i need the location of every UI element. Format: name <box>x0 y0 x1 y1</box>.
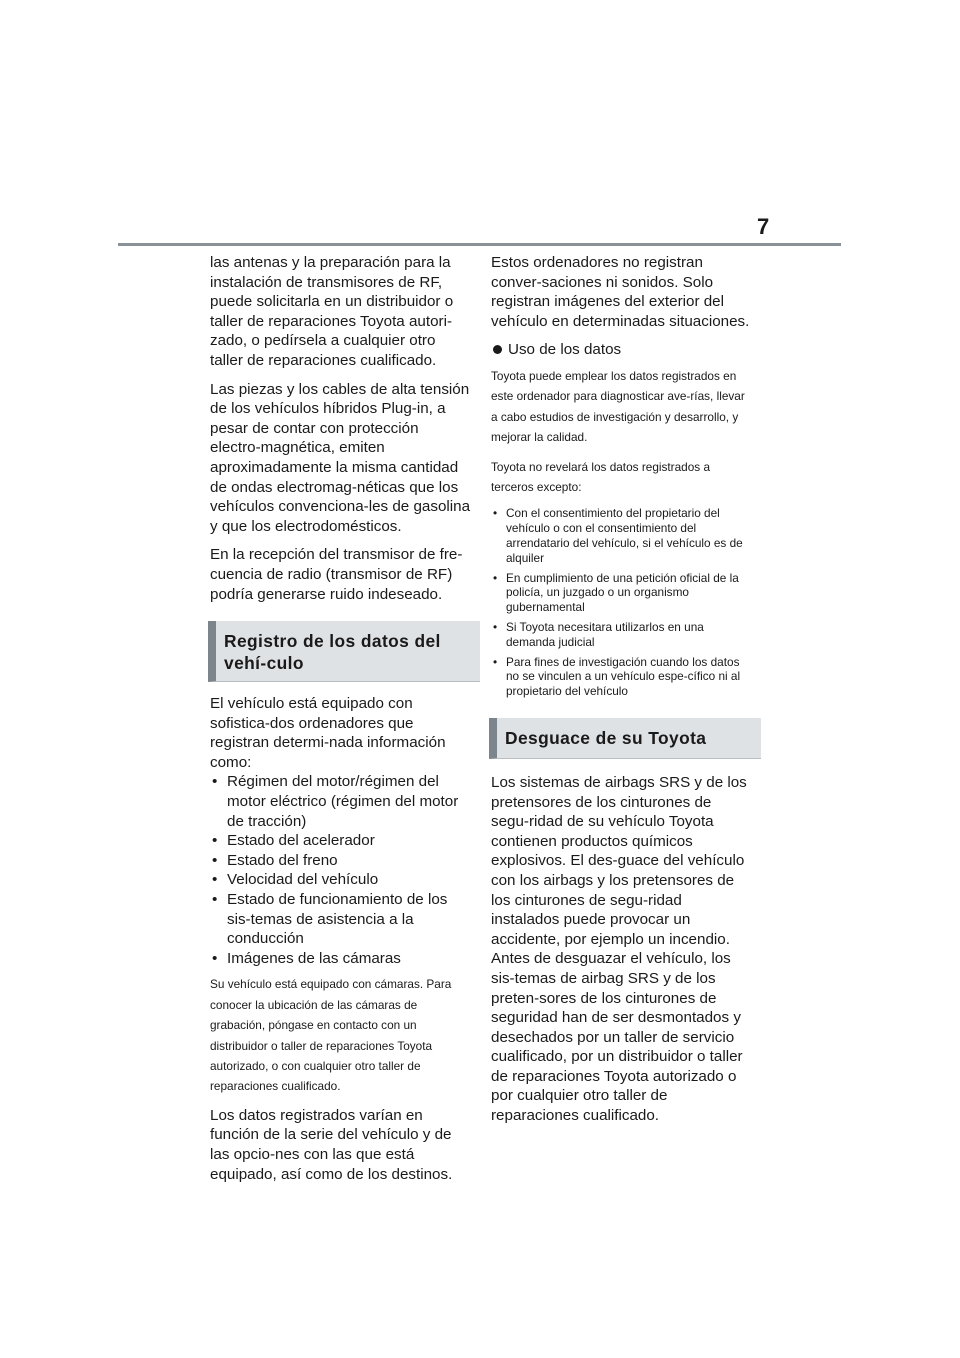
list-item: • Con el consentimiento del propietario del vehículo o con el consentimiento del arrendatario del vehículo, si el vehículo es de alquiler <box>491 506 753 565</box>
bullet-dot-icon <box>493 345 502 354</box>
data-usage-subheading-label: Uso de los datos <box>508 341 622 359</box>
disclosure-exceptions-list <box>491 506 753 699</box>
page-number: 7 <box>757 214 770 239</box>
data-usage-paragraph: Toyota puede emplear los datos registrados en este ordenador para diagnosticar ave-rías, llevar a cabo estudios de investigación y desarrollo, y mejorar la calidad. <box>491 368 745 445</box>
list-item: • Velocidad del vehículo <box>210 870 472 890</box>
data-recording-intro: El vehículo está equipado con sofistica-dos ordenadores que registran determi-nada información como: <box>210 695 446 771</box>
list-item: • Estado del freno <box>210 851 472 871</box>
no-conversations-paragraph: Estos ordenadores no registran conver-saciones ni sonidos. Solo registran imágenes del exterior del vehículo en determinadas situaciones. <box>491 254 750 330</box>
list-item: • Régimen del motor/régimen del motor eléctrico (régimen del motor de tracción) <box>210 772 472 831</box>
rf-noise-paragraph: En la recepción del transmisor de fre-cuencia de radio (transmisor de RF) podría generarse ruido indeseado. <box>210 546 463 603</box>
left-column <box>210 253 472 1193</box>
rf-transmitter-paragraph: las antenas y la preparación para la instalación de transmisores de RF, puede solicitarla en un distribuidor o taller de reparaciones Toyota autori-zado, o pedírsela a cualquier otro taller de reparaciones cualificado. <box>210 254 454 369</box>
list-item: • Estado de funcionamiento de los sis-temas de asistencia a la conducción <box>210 890 472 949</box>
list-item: • En cumplimiento de una petición oficial de la policía, un juzgado o un organismo gubernamental <box>491 571 753 615</box>
camera-note: Su vehículo está equipado con cámaras. Para conocer la ubicación de las cámaras de grabación, póngase en contacto con un distribuidor o taller de reparaciones Toyota autorizado, o con cualquier otro taller de reparaciones cualificado. <box>210 977 452 1094</box>
recorded-data-list <box>210 772 472 968</box>
list-item: • Para fines de investigación cuando los datos no se vinculen a un vehículo espe-cífico ni al propietario del vehículo <box>491 655 753 699</box>
list-item: • Si Toyota necesitara utilizarlos en una demanda judicial <box>491 620 753 650</box>
data-variation-paragraph: Los datos registrados varían en función de la serie del vehículo y de las opcio-nes con las que está equipado, así como de los destinos. <box>210 1106 453 1183</box>
section-heading-scrapping: Desguace de su Toyota <box>489 718 761 759</box>
header-divider <box>118 243 841 246</box>
list-item: • Estado del acelerador <box>210 831 472 851</box>
high-voltage-paragraph: Las piezas y los cables de alta tensión de los vehículos híbridos Plug-in, a pesar de contar con protección electro-magnética, emiten aproximadamente la misma cantidad de ondas electromag-néticas que los vehículos convenciona-les de gasolina y que los electrodomésticos. <box>210 380 471 535</box>
scrapping-paragraph: Los sistemas de airbags SRS y de los pretensores de los cinturones de segu-ridad de su vehículo Toyota contienen productos químicos explosivos. El des-guace del vehículo con los airbags y los pretensores de los cinturones de segu-ridad instalados puede provocar un accidente, por ejemplo un incendio. Antes de desguazar el vehículo, los sis-temas de airbag SRS y de los preten-sores de los cinturones de seguridad han de ser desmontados y desechados por un taller de servicio cualificado, por un distribuidor o taller de reparaciones Toyota autorizado o por cualquier otro taller de reparaciones cualificado. <box>491 773 747 1125</box>
right-column <box>491 253 753 1135</box>
section-heading-data-recording: Registro de los datos del vehí-culo <box>208 621 480 682</box>
data-usage-subheading <box>491 340 753 360</box>
disclosure-paragraph: Toyota no revelará los datos registrados a terceros excepto: <box>491 459 711 494</box>
list-item: • Imágenes de las cámaras <box>210 949 472 969</box>
